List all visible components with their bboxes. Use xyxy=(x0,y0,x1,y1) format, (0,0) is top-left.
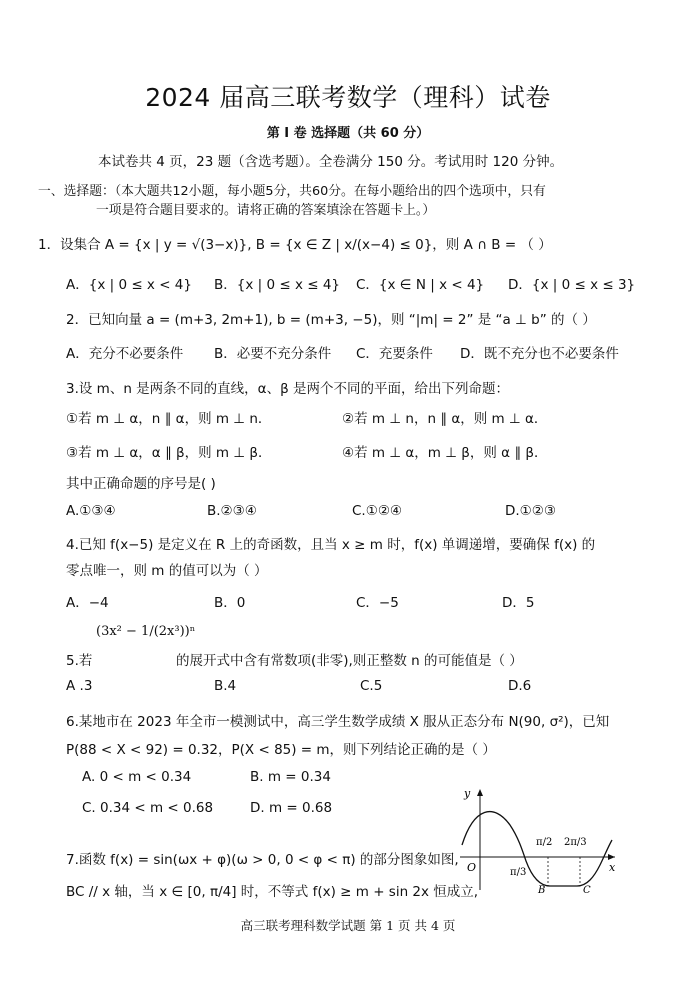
q5-stem-tail: 的展开式中含有常数项(非零),则正整数 n 的可能值是（ ） xyxy=(176,653,523,669)
q4-option-a: A．−4 xyxy=(66,595,109,611)
q1-option-d: D．{x | 0 ≤ x ≤ 3} xyxy=(508,277,636,293)
q3-option-b: B.②③④ xyxy=(207,503,257,519)
q3-prop-1: ①若 m ⊥ α，n ∥ α，则 m ⊥ n． xyxy=(66,411,272,427)
q3-option-a: A.①③④ xyxy=(66,503,116,519)
label-pi-half: π/2 xyxy=(536,837,553,848)
q6-option-c: C. 0.34 < m < 0.68 xyxy=(82,800,214,816)
q1-option-b: B．{x | 0 ≤ x ≤ 4} xyxy=(214,277,341,293)
q5-option-c: C.5 xyxy=(360,678,383,694)
q5-stem: 5.若 xyxy=(66,653,93,669)
exam-subtitle: 第 I 卷 选择题（共 60 分） xyxy=(266,126,430,141)
q6-option-b: B. m = 0.34 xyxy=(250,769,331,785)
sine-curve xyxy=(462,812,612,886)
q7-function-graph xyxy=(452,785,622,895)
q4-option-c: C．−5 xyxy=(356,595,399,611)
q1-stem: 1．设集合 A = {x | y = √(3−x)}, B = {x ∈ Z | x/(x−4) ≤ 0}，则 A ∩ B = （ ） xyxy=(38,237,552,253)
section-heading-cont: 一项是符合题目要求的。请将正确的答案填涂在答题卡上。） xyxy=(96,203,436,218)
q4-stem: 4.已知 f(x−5) 是定义在 R 上的奇函数，且当 x ≥ m 时，f(x) 单调递增，要确保 f(x) 的 xyxy=(66,537,596,553)
q6-stem: 6.某地市在 2023 年全市一模测试中，高三学生数学成绩 X 服从正态分布 N(90, σ²)，已知 xyxy=(66,714,610,730)
q5-option-a: A .3 xyxy=(66,678,93,694)
label-point-b: B xyxy=(538,885,546,895)
q6-stem-cont: P(88 < X < 92) = 0.32，P(X < 85) = m，则下列结论正确的是（ ） xyxy=(66,742,496,758)
exam-title: 2024 届高三联考数学（理科）试卷 xyxy=(145,83,551,112)
exam-intro: 本试卷共 4 页，23 题（含选考题）。全卷满分 150 分。考试用时 120 分钟。 xyxy=(98,154,564,170)
q3-prop-3: ③若 m ⊥ α，α ∥ β，则 m ⊥ β． xyxy=(66,445,272,461)
label-2pi-third: 2π/3 xyxy=(564,837,587,848)
page-footer: 高三联考理科数学试题 第 1 页 共 4 页 xyxy=(240,918,456,933)
label-point-c: C xyxy=(583,885,591,895)
q2-stem: 2．已知向量 a = (m+3, 2m+1), b = (m+3, −5)，则 “|m| = 2” 是 “a ⊥ b” 的（ ） xyxy=(66,312,596,328)
q3-prop-2: ②若 m ⊥ n，n ∥ α，则 m ⊥ α． xyxy=(342,411,548,427)
q5-expression: (3x² − 1/(2x³))ⁿ xyxy=(96,624,196,639)
q3-option-d: D.①②③ xyxy=(505,503,556,519)
q6-option-d: D. m = 0.68 xyxy=(250,800,333,816)
q7-stem-cont: BC // x 轴，当 x ∈ [0, π/4] 时，不等式 f(x) ≥ m + sin 2x 恒成立, xyxy=(66,884,479,900)
q6-option-a: A. 0 < m < 0.34 xyxy=(82,769,192,785)
label-x: x xyxy=(609,861,616,874)
q1-option-c: C．{x ∈ N | x < 4} xyxy=(356,277,485,293)
q4-option-d: D．5 xyxy=(502,595,535,611)
q3-prop-4: ④若 m ⊥ α，m ⊥ β，则 α ∥ β． xyxy=(342,445,548,461)
q4-option-b: B．0 xyxy=(214,595,246,611)
q3-option-c: C.①②④ xyxy=(352,503,403,519)
q5-option-b: B.4 xyxy=(214,678,237,694)
q2-option-b: B．必要不充分条件 xyxy=(214,346,332,362)
q2-option-c: C．充要条件 xyxy=(356,346,433,362)
q5-option-d: D.6 xyxy=(508,678,532,694)
q2-option-a: A．充分不必要条件 xyxy=(66,346,184,362)
label-y: y xyxy=(464,787,471,800)
q1-option-a: A．{x | 0 ≤ x < 4} xyxy=(66,277,192,293)
q3-ask: 其中正确命题的序号是( ) xyxy=(66,476,216,492)
label-pi-third: π/3 xyxy=(510,867,527,878)
q2-option-d: D．既不充分也不必要条件 xyxy=(460,346,619,362)
section-heading: 一、选择题：（本大题共12小题，每小题5分，共60分。在每小题给出的四个选项中，只有 xyxy=(38,184,546,199)
q4-stem-cont: 零点唯一，则 m 的值可以为（ ） xyxy=(66,563,268,579)
q7-stem: 7.函数 f(x) = sin(ωx + φ)(ω > 0, 0 < φ < π) 的部分图象如图, xyxy=(66,852,459,868)
label-origin: O xyxy=(467,861,477,874)
y-axis-arrow-icon xyxy=(477,789,483,796)
q3-stem: 3.设 m、n 是两条不同的直线，α、β 是两个不同的平面，给出下列命题： xyxy=(66,381,509,397)
x-axis-arrow-icon xyxy=(608,854,615,860)
